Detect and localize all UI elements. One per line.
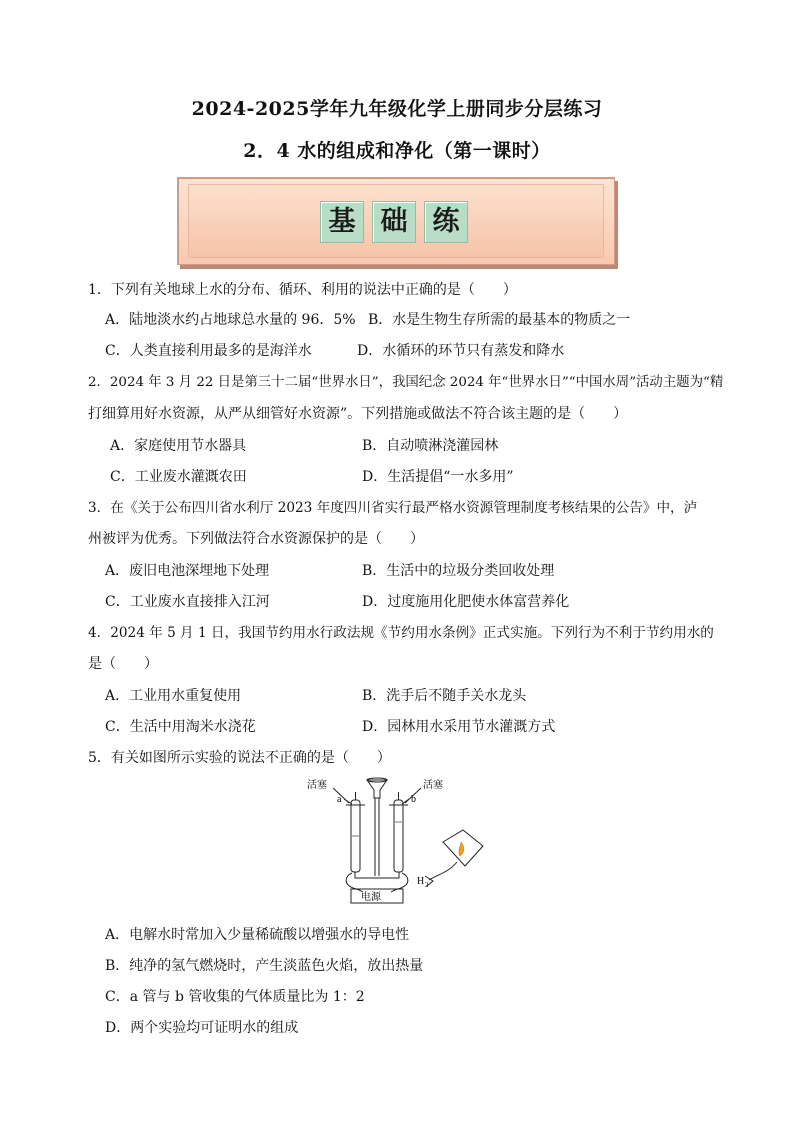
question-5-stem: 5．有关如图所示实验的说法不正确的是（ ） — [88, 750, 391, 766]
banner-char-chu: 础 — [372, 201, 416, 243]
question-4-stem-line-1: 4．2024 年 5 月 1 日，我国节约用水行政法规《节约用水条例》正式实施。下列行为不利于节约用水的 — [88, 625, 714, 641]
right-valve-label: 活塞 — [423, 780, 443, 791]
question-4-option-a[interactable]: A．工业用水重复使用 — [105, 688, 242, 704]
electrolysis-apparatus-diagram — [305, 776, 495, 906]
question-3-stem-line-2: 州被评为优秀。下列做法符合水资源保护的是（ ） — [88, 531, 424, 547]
question-3-option-d[interactable]: D．过度施用化肥使水体富营养化 — [362, 594, 570, 610]
question-1-option-c[interactable]: C．人类直接利用最多的是海洋水 — [105, 343, 312, 359]
question-1-option-d[interactable]: D．水循环的环节只有蒸发和降水 — [357, 343, 565, 359]
question-5-option-c[interactable]: C．a 管与 b 管收集的气体质量比为 1：2 — [105, 989, 365, 1005]
tube-b-label: b — [411, 794, 416, 805]
question-1-stem: 1．下列有关地球上水的分布、循环、利用的说法中正确的是（ ） — [88, 282, 517, 298]
question-2-stem-line-2: 打细算用好水资源，从严从细管好水资源”。下列措施或做法不符合该主题的是（ ） — [88, 406, 628, 422]
question-2-option-c[interactable]: C．工业废水灌溉农田 — [110, 469, 247, 485]
question-5-option-a[interactable]: A．电解水时常加入少量稀硫酸以增强水的导电性 — [105, 927, 410, 943]
hydrogen-label: H — [417, 876, 425, 887]
section-banner — [177, 177, 615, 265]
power-supply-label: 电源 — [361, 892, 381, 903]
flame-icon — [459, 842, 464, 856]
question-5-option-d[interactable]: D．两个实验均可证明水的组成 — [105, 1020, 299, 1036]
question-4-option-b[interactable]: B．洗手后不随手关水龙头 — [362, 688, 527, 704]
question-2-option-a[interactable]: A．家庭使用节水器具 — [110, 438, 247, 454]
question-4-option-c[interactable]: C．生活中用淘米水浇花 — [105, 719, 256, 735]
question-2-stem-line-1: 2．2024 年 3 月 22 日是第三十二届“世界水日”，我国纪念 2024 年“世界水日”“中国水周”活动主题为“精 — [88, 375, 724, 390]
question-2-option-d[interactable]: D．生活提倡“一水多用” — [362, 469, 514, 485]
left-valve-label: 活塞 — [307, 780, 327, 791]
question-5-option-b[interactable]: B．纯净的氢气燃烧时，产生淡蓝色火焰，放出热量 — [105, 958, 424, 974]
question-3-option-c[interactable]: C．工业废水直接排入江河 — [105, 594, 270, 610]
question-2-option-b[interactable]: B．自动喷淋浇灌园林 — [362, 438, 499, 454]
question-3-stem-line-1: 3．在《关于公布四川省水利厅 2023 年度四川省实行最严格水资源管理制度考核结果的公告》中，泸 — [88, 500, 698, 516]
banner-char-ji: 基 — [320, 201, 364, 243]
question-1-option-b[interactable]: B．水是生物生存所需的最基本的物质之一 — [368, 312, 631, 328]
banner-char-lian: 练 — [424, 201, 468, 243]
worksheet-title: 2024-2025学年九年级化学上册同步分层练习 — [191, 98, 603, 120]
question-4-stem-line-2: 是（ ） — [88, 656, 158, 672]
hydrogen-subscript: 2 — [425, 881, 429, 889]
question-1-option-a[interactable]: A．陆地淡水约占地球总水量的 96．5% — [105, 312, 356, 328]
question-4-option-d[interactable]: D．园林用水采用节水灌溉方式 — [362, 719, 556, 735]
question-3-option-b[interactable]: B．生活中的垃圾分类回收处理 — [362, 563, 555, 579]
question-3-option-a[interactable]: A．废旧电池深埋地下处理 — [105, 563, 270, 579]
lesson-title: 2．4 水的组成和净化（第一课时） — [243, 140, 551, 162]
tube-a-label: a — [337, 794, 342, 805]
electrolysis-figure — [305, 776, 495, 906]
